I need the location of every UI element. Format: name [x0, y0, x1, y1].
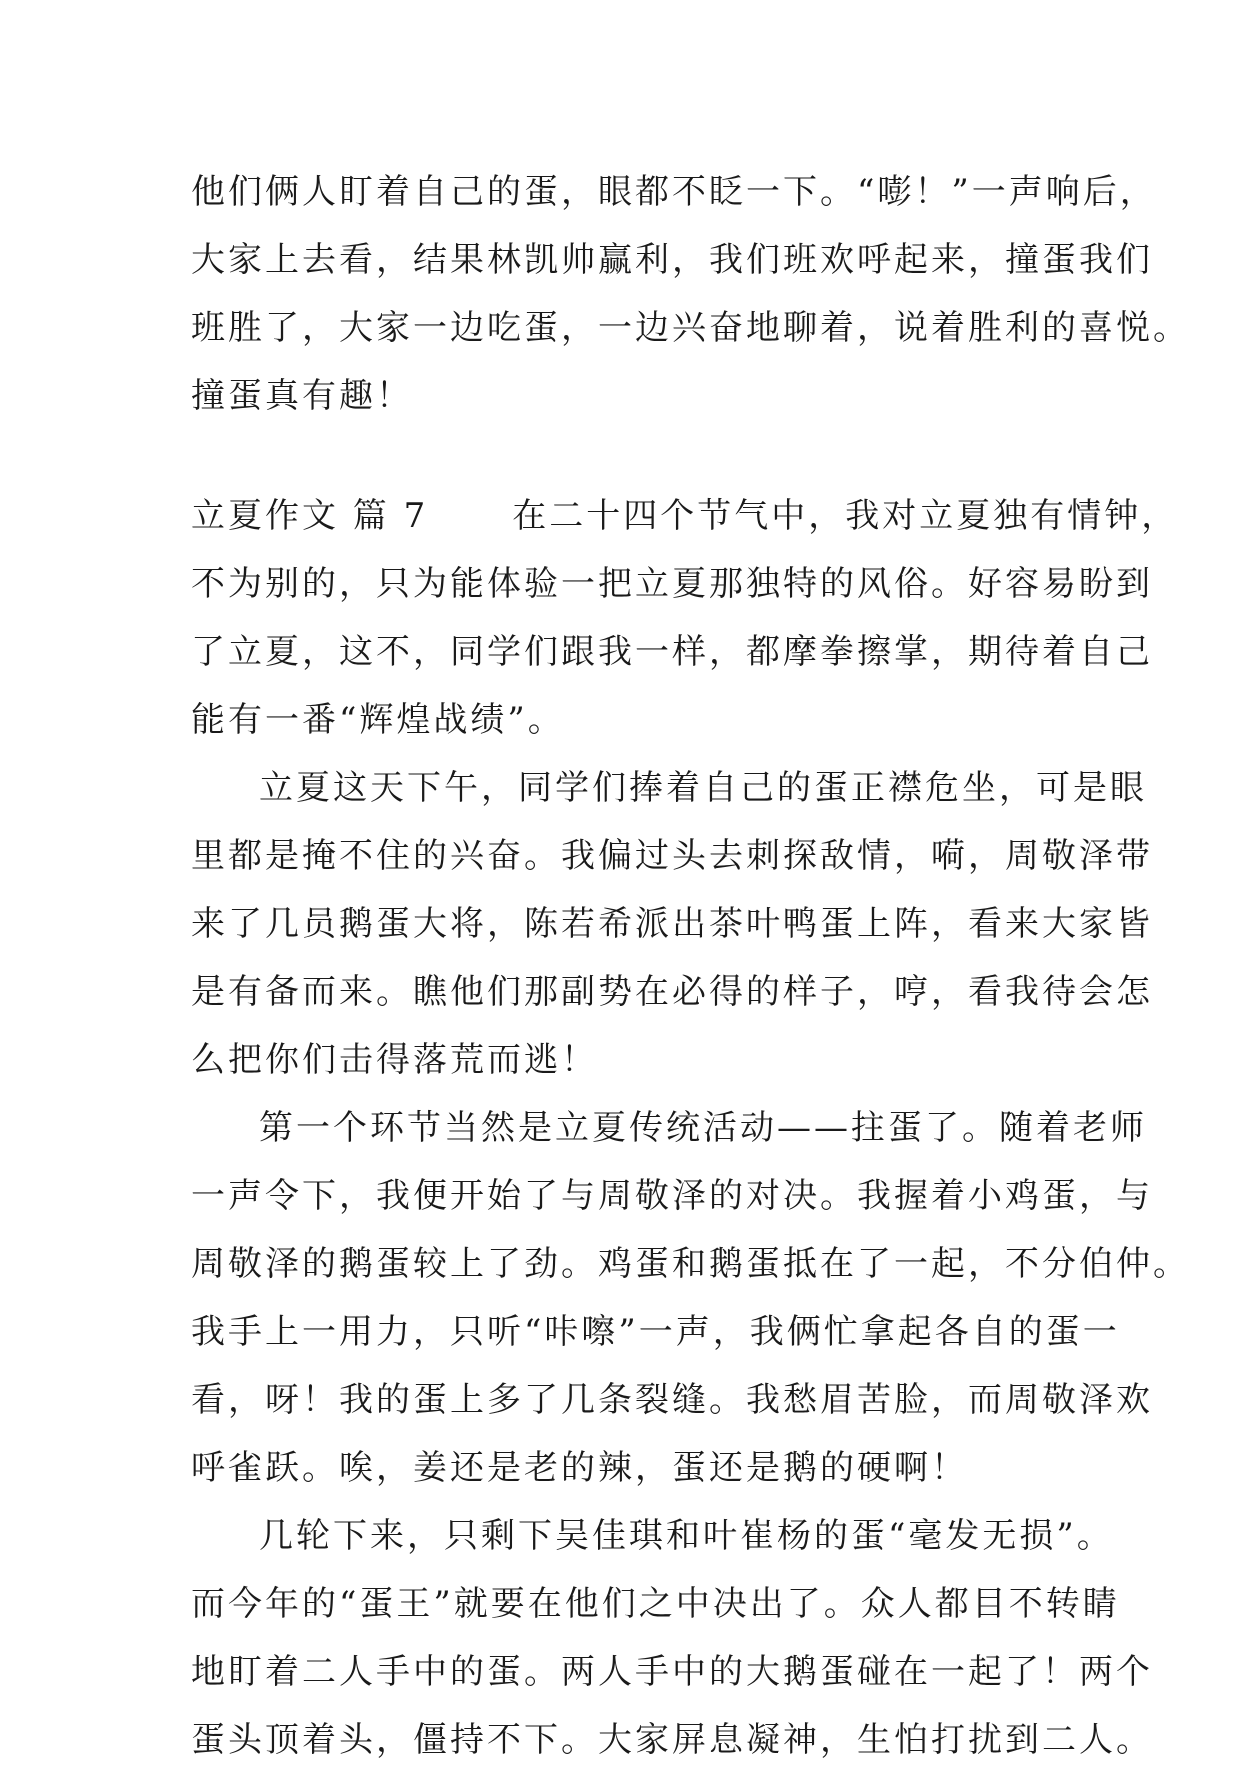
text-line: 看，呀！我的蛋上多了几条裂缝。我愁眉苦脸，而周敬泽欢 — [191, 1380, 1153, 1420]
text-line: 几轮下来，只剩下吴佳琪和叶崔杨的蛋“毫发无损”。 — [259, 1516, 1114, 1556]
text-line: 他们俩人盯着自己的蛋，眼都不眨一下。“嘭！”一声响后， — [191, 172, 1157, 212]
text-line: 一声令下，我便开始了与周敬泽的对决。我握着小鸡蛋，与 — [191, 1176, 1153, 1216]
text-line: 地盯着二人手中的蛋。两人手中的大鹅蛋碰在一起了！两个 — [191, 1652, 1153, 1692]
paragraph — [191, 1502, 1153, 1774]
text-line: 在二十四个节气中，我对立夏独有情钟， — [512, 496, 1179, 536]
text-line: 我手上一用力，只听“咔嚓”一声，我俩忙拿起各自的蛋一 — [191, 1312, 1120, 1352]
text-line: 么把你们击得落荒而逃！ — [191, 1040, 598, 1080]
text-line: 撞蛋真有趣！ — [191, 376, 413, 416]
text-line: 来了几员鹅蛋大将，陈若希派出茶叶鸭蛋上阵，看来大家皆 — [191, 904, 1153, 944]
text-line: 能有一番“辉煌战绩”。 — [191, 700, 565, 740]
text-line: 第一个环节当然是立夏传统活动——拄蛋了。随着老师 — [259, 1108, 1147, 1148]
text-line: 大家上去看，结果林凯帅赢利，我们班欢呼起来，撞蛋我们 — [191, 240, 1153, 280]
essay-section — [191, 482, 1190, 1774]
text-line: 班胜了，大家一边吃蛋，一边兴奋地聊着，说着胜利的喜悦。 — [191, 308, 1190, 348]
paragraph — [191, 1094, 1190, 1502]
text-line: 周敬泽的鹅蛋较上了劲。鸡蛋和鹅蛋抵在了一起，不分伯仲。 — [191, 1244, 1190, 1284]
paragraph-previous-ending — [191, 158, 1190, 430]
text-line: 不为别的，只为能体验一把立夏那独特的风俗。好容易盼到 — [191, 564, 1153, 604]
text-line: 蛋头顶着头，僵持不下。大家屏息凝神，生怕打扰到二人。 — [191, 1720, 1153, 1760]
text-line: 了立夏，这不，同学们跟我一样，都摩拳擦掌，期待着自己 — [191, 632, 1153, 672]
text-line: 呼雀跃。唉，姜还是老的辣，蛋还是鹅的硬啊！ — [191, 1448, 968, 1488]
paragraph — [191, 754, 1153, 1094]
text-line: 里都是掩不住的兴奋。我偏过头去刺探敌情，嗬，周敬泽带 — [191, 836, 1153, 876]
text-line: 立夏这天下午，同学们捧着自己的蛋正襟危坐，可是眼 — [259, 768, 1147, 808]
text-line: 是有备而来。瞧他们那副势在必得的样子，哼，看我待会怎 — [191, 972, 1153, 1012]
section-title: 立夏作文 篇 7 — [191, 496, 429, 536]
section-gap — [191, 430, 1071, 482]
section-first-line — [191, 482, 1179, 550]
document-page — [191, 158, 1190, 1774]
text-line: 而今年的“蛋王”就要在他们之中决出了。众人都目不转睛 — [191, 1584, 1120, 1624]
